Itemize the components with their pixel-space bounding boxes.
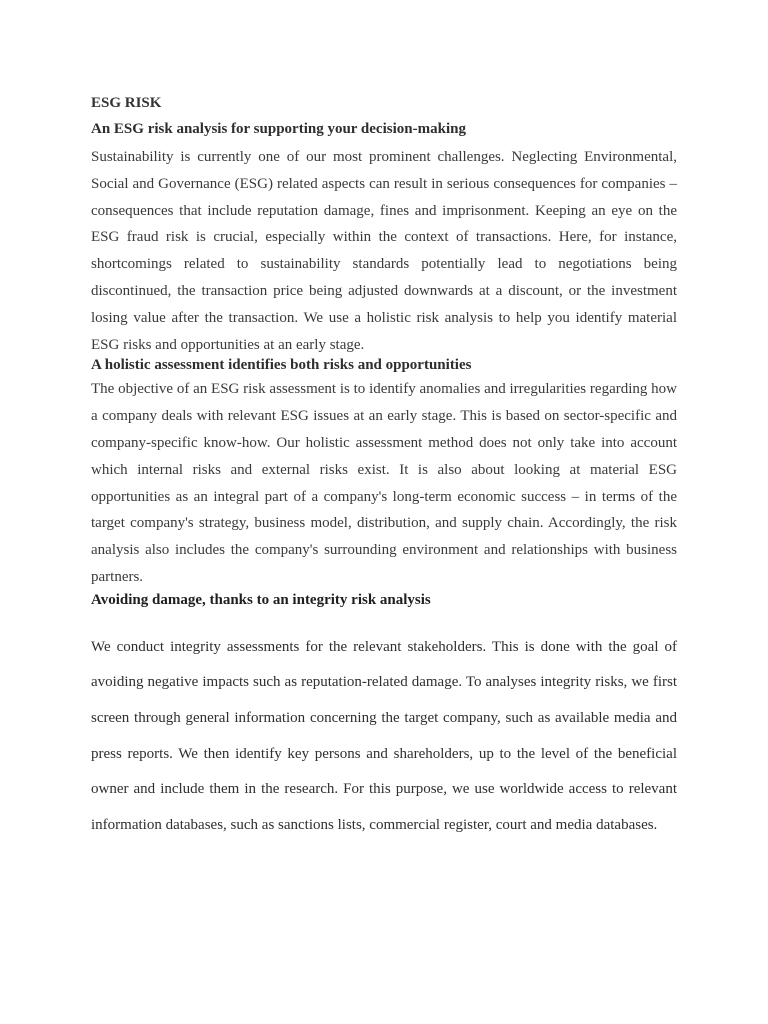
section-heading-holistic-assessment: A holistic assessment identifies both risks and opportunities <box>91 357 472 374</box>
section-body-holistic-assessment: The objective of an ESG risk assessment is to identify anomalies and irregularities regarding how a company deals with relevant ESG issues at an early stage. This is based on sector-specific and company-specific know-how. Our holistic assessment method does not only take into account which internal risks and external risks exist. It is also about looking at material ESG opportunities as an integral part of a company's long-term economic success – in terms of the target company's strategy, business model, distribution, and supply chain. Accordingly, the risk analysis also includes the company's surrounding environment and relationships with business partners. <box>91 381 677 585</box>
section-heading-esg-risk-analysis: An ESG risk analysis for supporting your decision-making <box>91 121 466 137</box>
section-body-esg-risk-analysis: Sustainability is currently one of our most prominent challenges. Neglecting Environmental, Social and Governance (ESG) related aspects can result in serious consequences for companies – consequences that include reputation damage, fines and imprisonment. Keeping an eye on the ESG fraud risk is crucial, especially within the context of transactions. Here, for instance, shortcomings related to sustainability standards potentially lead to negotiations being discontinued, the transaction price being adjusted downwards at a discount, or the investment losing value after the transaction. We use a holistic risk analysis to help you identify material ESG risks and opportunities at an early stage. <box>91 149 677 353</box>
document-title: ESG RISK <box>91 95 162 111</box>
section-heading-integrity-risk: Avoiding damage, thanks to an integrity risk analysis <box>91 591 431 608</box>
section-body-integrity-risk: We conduct integrity assessments for the relevant stakeholders. This is done with the goal of avoiding negative impacts such as reputation-related damage. To analyses integrity risks, we first screen through general information concerning the target company, such as available media and press reports. We then identify key persons and shareholders, up to the level of the beneficial owner and include them in the research. For this purpose, we use worldwide access to relevant information databases, such as sanctions lists, commercial register, court and media databases. <box>91 638 677 833</box>
